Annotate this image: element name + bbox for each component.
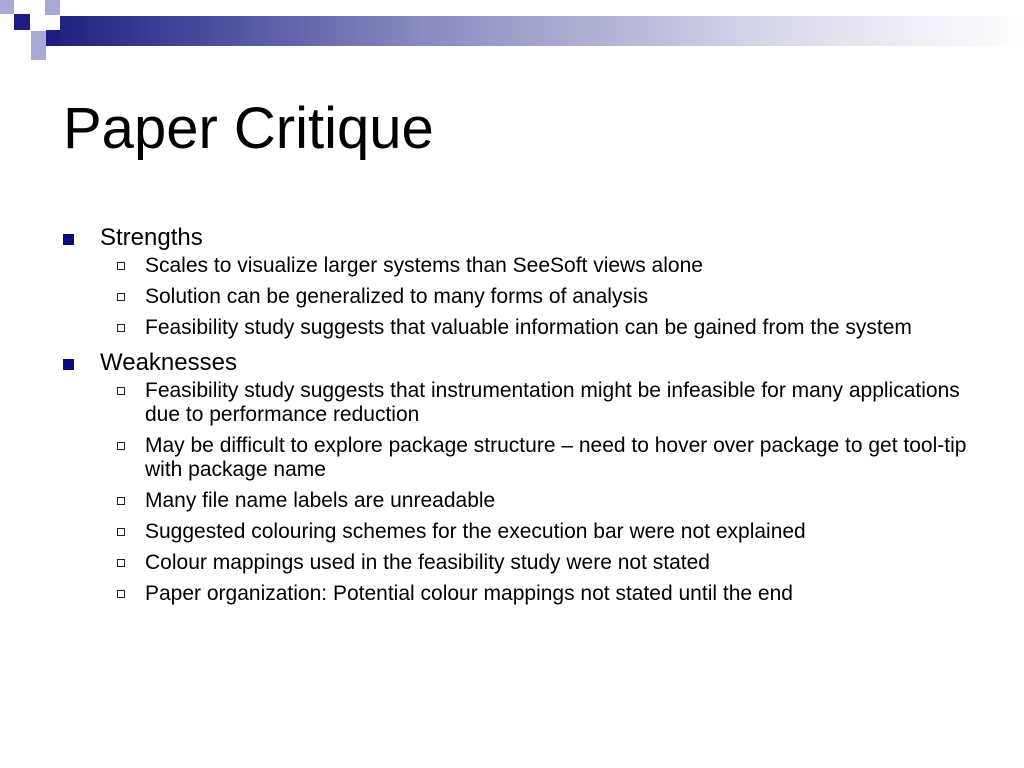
sub-bullet-text: Suggested colouring schemes for the execution bar were not explained: [145, 520, 806, 543]
hollow-square-bullet-icon: [117, 559, 125, 567]
sub-bullet: [60, 285, 990, 309]
sub-bullet: [60, 379, 990, 427]
sub-bullet-text: Colour mappings used in the feasibility study were not stated: [145, 551, 710, 574]
header-square-dark: [46, 30, 60, 46]
bullet-heading: Weaknesses: [100, 349, 237, 376]
hollow-square-bullet-icon: [117, 387, 125, 395]
slide-body: [60, 222, 990, 613]
sub-bullet-text: May be difficult to explore package structure – need to hover over package to get tool-tip with package name: [145, 434, 967, 481]
hollow-square-bullet-icon: [117, 262, 125, 270]
header-square-light: [31, 45, 46, 60]
sub-bullet-text: Paper organization: Potential colour mappings not stated until the end: [145, 582, 793, 605]
sub-bullet: [60, 582, 990, 606]
bullet-heading: Strengths: [100, 224, 203, 251]
sub-bullet-text: Many file name labels are unreadable: [145, 489, 496, 512]
sub-bullet: [60, 489, 990, 513]
sub-bullet: [60, 551, 990, 575]
strengths-list: [60, 254, 990, 340]
filled-square-bullet-icon: [63, 234, 74, 245]
slide-title: Paper Critique: [63, 96, 434, 161]
header-gradient-bar: [44, 16, 1024, 46]
sub-bullet: [60, 520, 990, 544]
sub-bullet-text: Feasibility study suggests that instrumentation might be infeasible for many applications due to performance reduction: [145, 379, 960, 426]
sub-bullet: [60, 316, 990, 340]
hollow-square-bullet-icon: [117, 497, 125, 505]
hollow-square-bullet-icon: [117, 293, 125, 301]
bullet-strengths: [60, 222, 990, 254]
filled-square-bullet-icon: [63, 359, 74, 370]
header-square-dark: [14, 14, 30, 30]
sub-bullet-text: Solution can be generalized to many forms of analysis: [145, 285, 649, 308]
hollow-square-bullet-icon: [117, 528, 125, 536]
weaknesses-list: [60, 379, 990, 606]
sub-bullet: [60, 254, 990, 278]
bullet-weaknesses: [60, 347, 990, 379]
hollow-square-bullet-icon: [117, 590, 125, 598]
hollow-square-bullet-icon: [117, 324, 125, 332]
header-square-light: [31, 31, 46, 46]
hollow-square-bullet-icon: [117, 442, 125, 450]
sub-bullet: [60, 434, 990, 482]
sub-bullet-text: Feasibility study suggests that valuable information can be gained from the system: [145, 316, 912, 339]
sub-bullet-text: Scales to visualize larger systems than SeeSoft views alone: [145, 254, 703, 277]
header-square-light: [0, 0, 14, 14]
header-square-light: [45, 0, 60, 15]
